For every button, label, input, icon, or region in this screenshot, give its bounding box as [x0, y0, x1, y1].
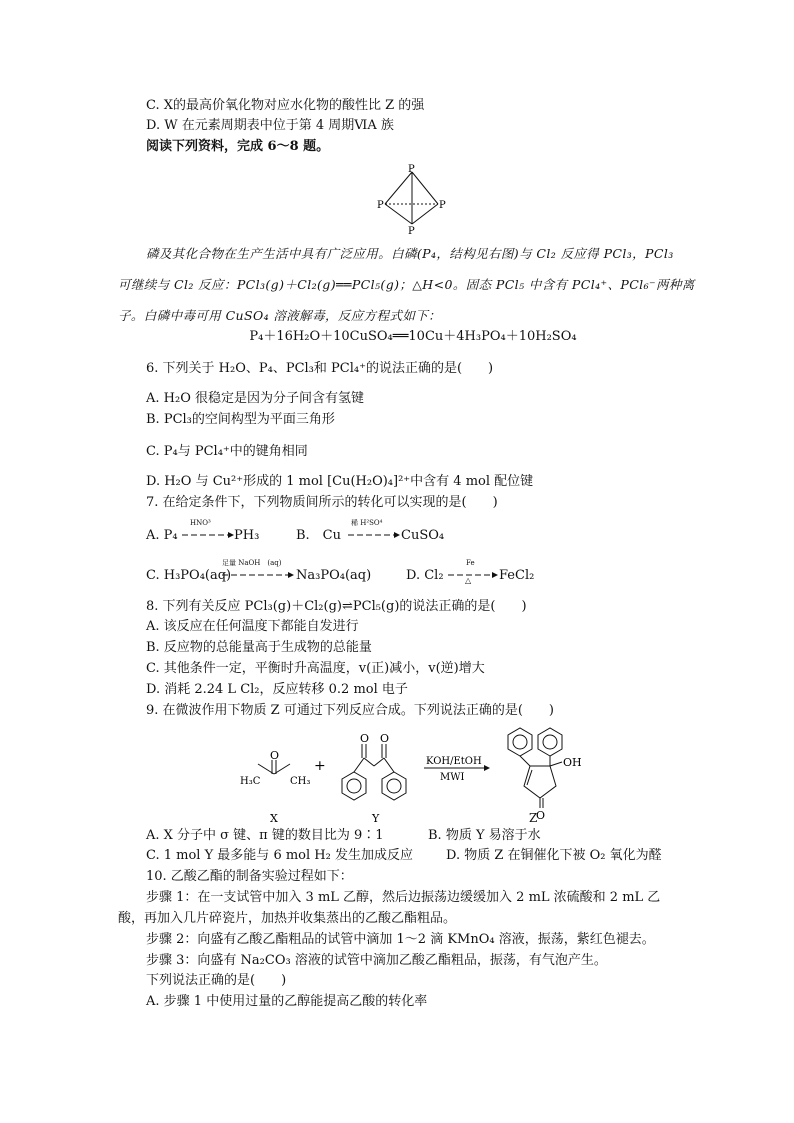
material-line-2: 可继续与 Cl₂ 反应：PCl₃(g)＋Cl₂(g)══PCl₅(g)；△H<0。固态 PCl₅ 中含有 PCl₄⁺、PCl₆⁻两种离 — [118, 277, 695, 292]
reading-instruction: 阅读下列资料，完成 6～8 题。 — [146, 139, 330, 154]
q7-option-d-left: D. Cl₂ — [406, 568, 444, 583]
p-atom-left: P — [377, 200, 384, 211]
q8-option-a: A. 该反应在任何温度下都能自发进行 — [146, 619, 359, 634]
q8-option-b: B. 反应物的总能量高于生成物的总能量 — [146, 640, 372, 655]
material-line-3: 子。白磷中毒可用 CuSO₄ 溶液解毒，反应方程式如下： — [118, 308, 442, 323]
p-atom-top: P — [408, 164, 415, 175]
option-c-q5: C. X的最高价氧化物对应水化物的酸性比 Z 的强 — [146, 98, 425, 113]
p4-structure-diagram — [370, 160, 460, 236]
x-right-methyl: CH₃ — [290, 776, 311, 787]
step-1-line-2: 酸，再加入几片碎瓷片，加热并收集蒸出的乙酸乙酯粗品。 — [118, 911, 457, 926]
q7-option-d-condition-bottom: △ — [465, 576, 472, 585]
q10-stem: 下列说法正确的是( ) — [146, 973, 287, 988]
q7-option-b-left: B. Cu — [296, 528, 342, 543]
q7-option-a-left: A. P₄ — [146, 528, 178, 543]
q9-option-a: A. X 分子中 σ 键、π 键的数目比为 9∶1 — [146, 828, 384, 843]
q7-option-c-left: C. H₃PO₄(aq) — [146, 568, 232, 583]
step-1-line-1: 步骤 1：在一支试管中加入 3 mL 乙醇，然后边振荡边缓缓加入 2 mL 浓硫酸和 2 mL 乙 — [146, 890, 661, 905]
material-line-1: 磷及其化合物在生产生活中具有广泛应用。白磷(P₄，结构见右图)与 Cl₂ 反应得 PCl₃，PCl₃ — [146, 246, 674, 261]
question-10: 10. 乙酸乙酯的制备实验过程如下： — [146, 869, 353, 884]
conditions-top: KOH/EtOH — [426, 756, 482, 767]
q7-option-c-arrow — [222, 571, 294, 579]
z-label-text: Z — [529, 811, 538, 825]
q9-option-b: B. 物质 Y 易溶于水 — [428, 828, 541, 843]
q7-option-d-condition-top: Fe — [466, 559, 475, 567]
question-6: 6. 下列关于 H₂O、P₄、PCl₃和 PCl₄⁺的说法正确的是( ) — [146, 361, 494, 376]
reaction-scheme-q9 — [230, 722, 610, 827]
q6-option-d: D. H₂O 与 Cu²⁺形成的 1 mol [Cu(H₂O)₄]²⁺中含有 4 mol 配位键 — [146, 474, 534, 489]
poisoning-equation: P₄＋16H₂O＋10CuSO₄══10Cu＋4H₃PO₄＋10H₂SO₄ — [249, 329, 577, 344]
y-oxygen-2: O — [380, 732, 390, 745]
q7-option-d-right: FeCl₂ — [499, 568, 535, 583]
p-atom-right: P — [439, 200, 446, 211]
molecule-z — [508, 728, 562, 808]
x-left-methyl: H₃C — [240, 776, 261, 787]
q7-option-d-arrow — [448, 571, 498, 579]
question-9: 9. 在微波作用下物质 Z 可通过下列反应合成。下列说法正确的是( ) — [146, 703, 554, 718]
q6-option-a: A. H₂O 很稳定是因为分子间含有氢键 — [146, 391, 364, 406]
option-d-q5: D. W 在元素周期表中位于第 4 周期ⅥA 族 — [146, 118, 394, 133]
q7-option-c-condition: 足量 NaOH (aq) — [222, 559, 282, 567]
q9-option-c: C. 1 mol Y 最多能与 6 mol H₂ 发生加成反应 — [146, 848, 413, 863]
q9-option-d: D. 物质 Z 在铜催化下被 O₂ 氧化为醛 — [446, 848, 662, 863]
question-8: 8. 下列有关反应 PCl₃(g)＋Cl₂(g)⇌PCl₅(g)的说法正确的是( ) — [146, 599, 527, 614]
q7-option-b-arrow — [348, 531, 400, 539]
q7-option-b-condition: 稀 H²SO⁴ — [351, 519, 383, 527]
q7-option-a-right: PH₃ — [234, 528, 260, 543]
q7-option-a-condition: HNO³ — [190, 519, 211, 527]
q8-option-d: D. 消耗 2.24 L Cl₂，反应转移 0.2 mol 电子 — [146, 682, 408, 697]
y-oxygen-1: O — [360, 732, 370, 745]
step-2: 步骤 2：向盛有乙酸乙酯粗品的试管中滴加 1～2 滴 KMnO₄ 溶液，振荡，紫红色褪去。 — [146, 932, 655, 947]
question-7: 7. 在给定条件下，下列物质间所示的转化可以实现的是( ) — [146, 495, 498, 510]
molecule-y — [342, 744, 406, 800]
q7-option-c-right: Na₃PO₄(aq) — [296, 568, 372, 583]
q6-option-b: B. PCl₃的空间构型为平面三角形 — [146, 412, 335, 427]
conditions-bottom: MWI — [440, 772, 465, 783]
z-hydroxyl: OH — [563, 756, 582, 769]
x-oxygen: O — [270, 749, 280, 762]
p-atom-bottom: P — [408, 226, 415, 236]
molecule-x — [258, 760, 290, 774]
step-3: 步骤 3：向盛有 Na₂CO₃ 溶液的试管中滴加乙酸乙酯粗品，振荡，有气泡产生。 — [146, 953, 607, 968]
q7-option-b-right: CuSO₄ — [401, 528, 445, 543]
z-oxygen: O — [536, 809, 546, 822]
x-label: X — [270, 812, 278, 825]
q7-option-a-arrow — [182, 531, 234, 539]
y-label: Y — [372, 812, 380, 825]
plus-sign: + — [314, 758, 326, 774]
q8-option-c: C. 其他条件一定，平衡时升高温度，v(正)减小，v(逆)增大 — [146, 661, 485, 676]
q10-option-a: A. 步骤 1 中使用过量的乙醇能提高乙酸的转化率 — [146, 994, 428, 1009]
q6-option-c: C. P₄与 PCl₄⁺中的键角相同 — [146, 444, 308, 459]
